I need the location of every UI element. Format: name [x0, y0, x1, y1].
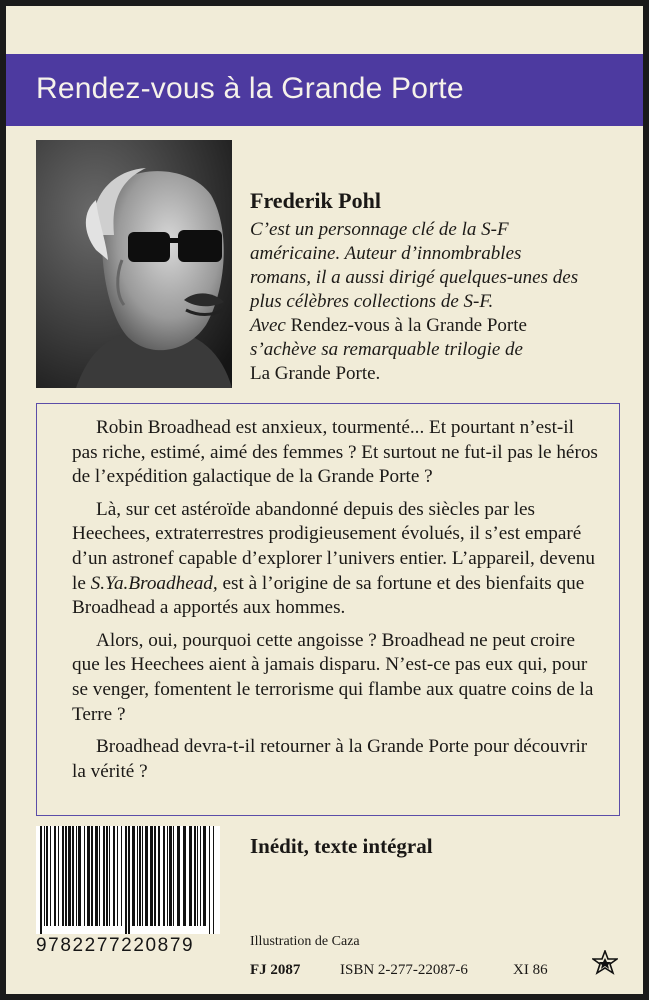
barcode: [36, 826, 220, 934]
bio-line: C’est un personnage clé de la S-F: [250, 219, 509, 240]
barcode-bar: [163, 826, 165, 926]
price-code: XI 86: [513, 962, 548, 978]
barcode-bar: [125, 826, 127, 934]
bio-line: plus célèbres collections de S-F.: [250, 291, 494, 312]
barcode-bar: [68, 826, 71, 926]
barcode-bar: [132, 826, 135, 926]
barcode-bar: [189, 826, 192, 926]
barcode-bar: [106, 826, 108, 926]
barcode-bar: [95, 826, 98, 926]
bio-line: Avec Rendez-vous à la Grande Porte: [250, 315, 527, 336]
barcode-bar: [150, 826, 153, 926]
blurb-paragraph: Alors, oui, pourquoi cette angoisse ? Broadhead ne peut croire que les Heechees aient à jamais disparu. N’est-ce pas eux qui, pour se venger, fomentent le terrorisme qui flambe aux quatre coins de la Terre ?: [72, 629, 594, 725]
isbn-code: ISBN 2-277-22087-6: [340, 962, 468, 978]
barcode-digits: 9782277220879: [36, 935, 195, 956]
barcode-bar: [128, 826, 130, 934]
barcode-bar: [203, 826, 206, 926]
barcode-bar: [167, 826, 168, 926]
bio-line: La Grande Porte.: [250, 363, 381, 384]
blurb-paragraph: Là, sur cet astéroïde abandonné depuis des siècles par les Heechees, extraterrestres prodigieusement évolués, il s’est emparé d’un astronef capable d’explorer l’univers entier. L’appareil, devenu le S.Ya.Broadhead, est à l’origine de sa fortune et des bienfaits que Broadhead a apportés aux hommes.: [72, 498, 595, 619]
barcode-bar: [213, 826, 214, 934]
barcode-bar: [76, 826, 77, 926]
barcode-bar: [169, 826, 172, 926]
barcode-bar: [62, 826, 64, 926]
publisher-star-icon: [592, 950, 618, 976]
blurb-paragraph: Robin Broadhead est anxieux, tourmenté... Et pourtant n’est-il pas riche, estimé, aimé des femmes ? Et surtout ne fut-il pas le héros de l’expédition galactique de la Grande Porte ?: [72, 417, 598, 488]
barcode-bar: [154, 826, 156, 926]
barcode-bar: [109, 826, 110, 926]
barcode-bar: [158, 826, 160, 926]
barcode-bar: [46, 826, 48, 926]
barcode-bar: [145, 826, 148, 926]
barcode-bar: [72, 826, 74, 926]
barcode-bar: [177, 826, 180, 926]
blurb: [72, 416, 602, 792]
barcode-bar: [173, 826, 174, 926]
barcode-bar: [91, 826, 93, 926]
barcode-bar: [142, 826, 143, 926]
author-name: Frederik Pohl: [250, 188, 381, 213]
barcode-bar: [117, 826, 118, 926]
bio-line: américaine. Auteur d’innombrables: [250, 243, 522, 264]
barcode-bar: [183, 826, 186, 926]
bio-line: romans, il a aussi dirigé quelques-unes des: [250, 267, 579, 288]
edition-note: Inédit, texte intégral: [250, 834, 433, 858]
barcode-bar: [103, 826, 105, 926]
barcode-bar: [137, 826, 138, 926]
barcode-bar: [200, 826, 201, 926]
illustration-credit: Illustration de Caza: [250, 934, 360, 949]
barcode-bar: [99, 826, 100, 926]
barcode-bar: [40, 826, 42, 934]
barcode-bar: [113, 826, 115, 926]
barcode-bar: [44, 826, 45, 926]
author-bio: [250, 218, 620, 386]
barcode-bar: [65, 826, 67, 926]
barcode-bar: [54, 826, 56, 926]
series-code: FJ 2087: [250, 962, 301, 978]
book-title: Rendez-vous à la Grande Porte: [36, 72, 464, 105]
ship-name: S.Ya.Broadhead,: [90, 572, 218, 594]
author-photo: [36, 140, 232, 388]
barcode-bar: [87, 826, 90, 926]
barcode-bar: [121, 826, 122, 926]
barcode-bar: [78, 826, 81, 926]
barcode-bar: [194, 826, 196, 926]
barcode-bar: [197, 826, 198, 926]
barcode-bar: [139, 826, 141, 926]
barcode-bar: [58, 826, 59, 926]
barcode-bar: [209, 826, 210, 934]
bio-line: s’achève sa remarquable trilogie de: [250, 339, 523, 360]
barcode-bar: [50, 826, 51, 926]
blurb-paragraph: Broadhead devra-t-il retourner à la Grande Porte pour découvrir la vérité ?: [72, 736, 588, 782]
barcode-bar: [84, 826, 85, 926]
